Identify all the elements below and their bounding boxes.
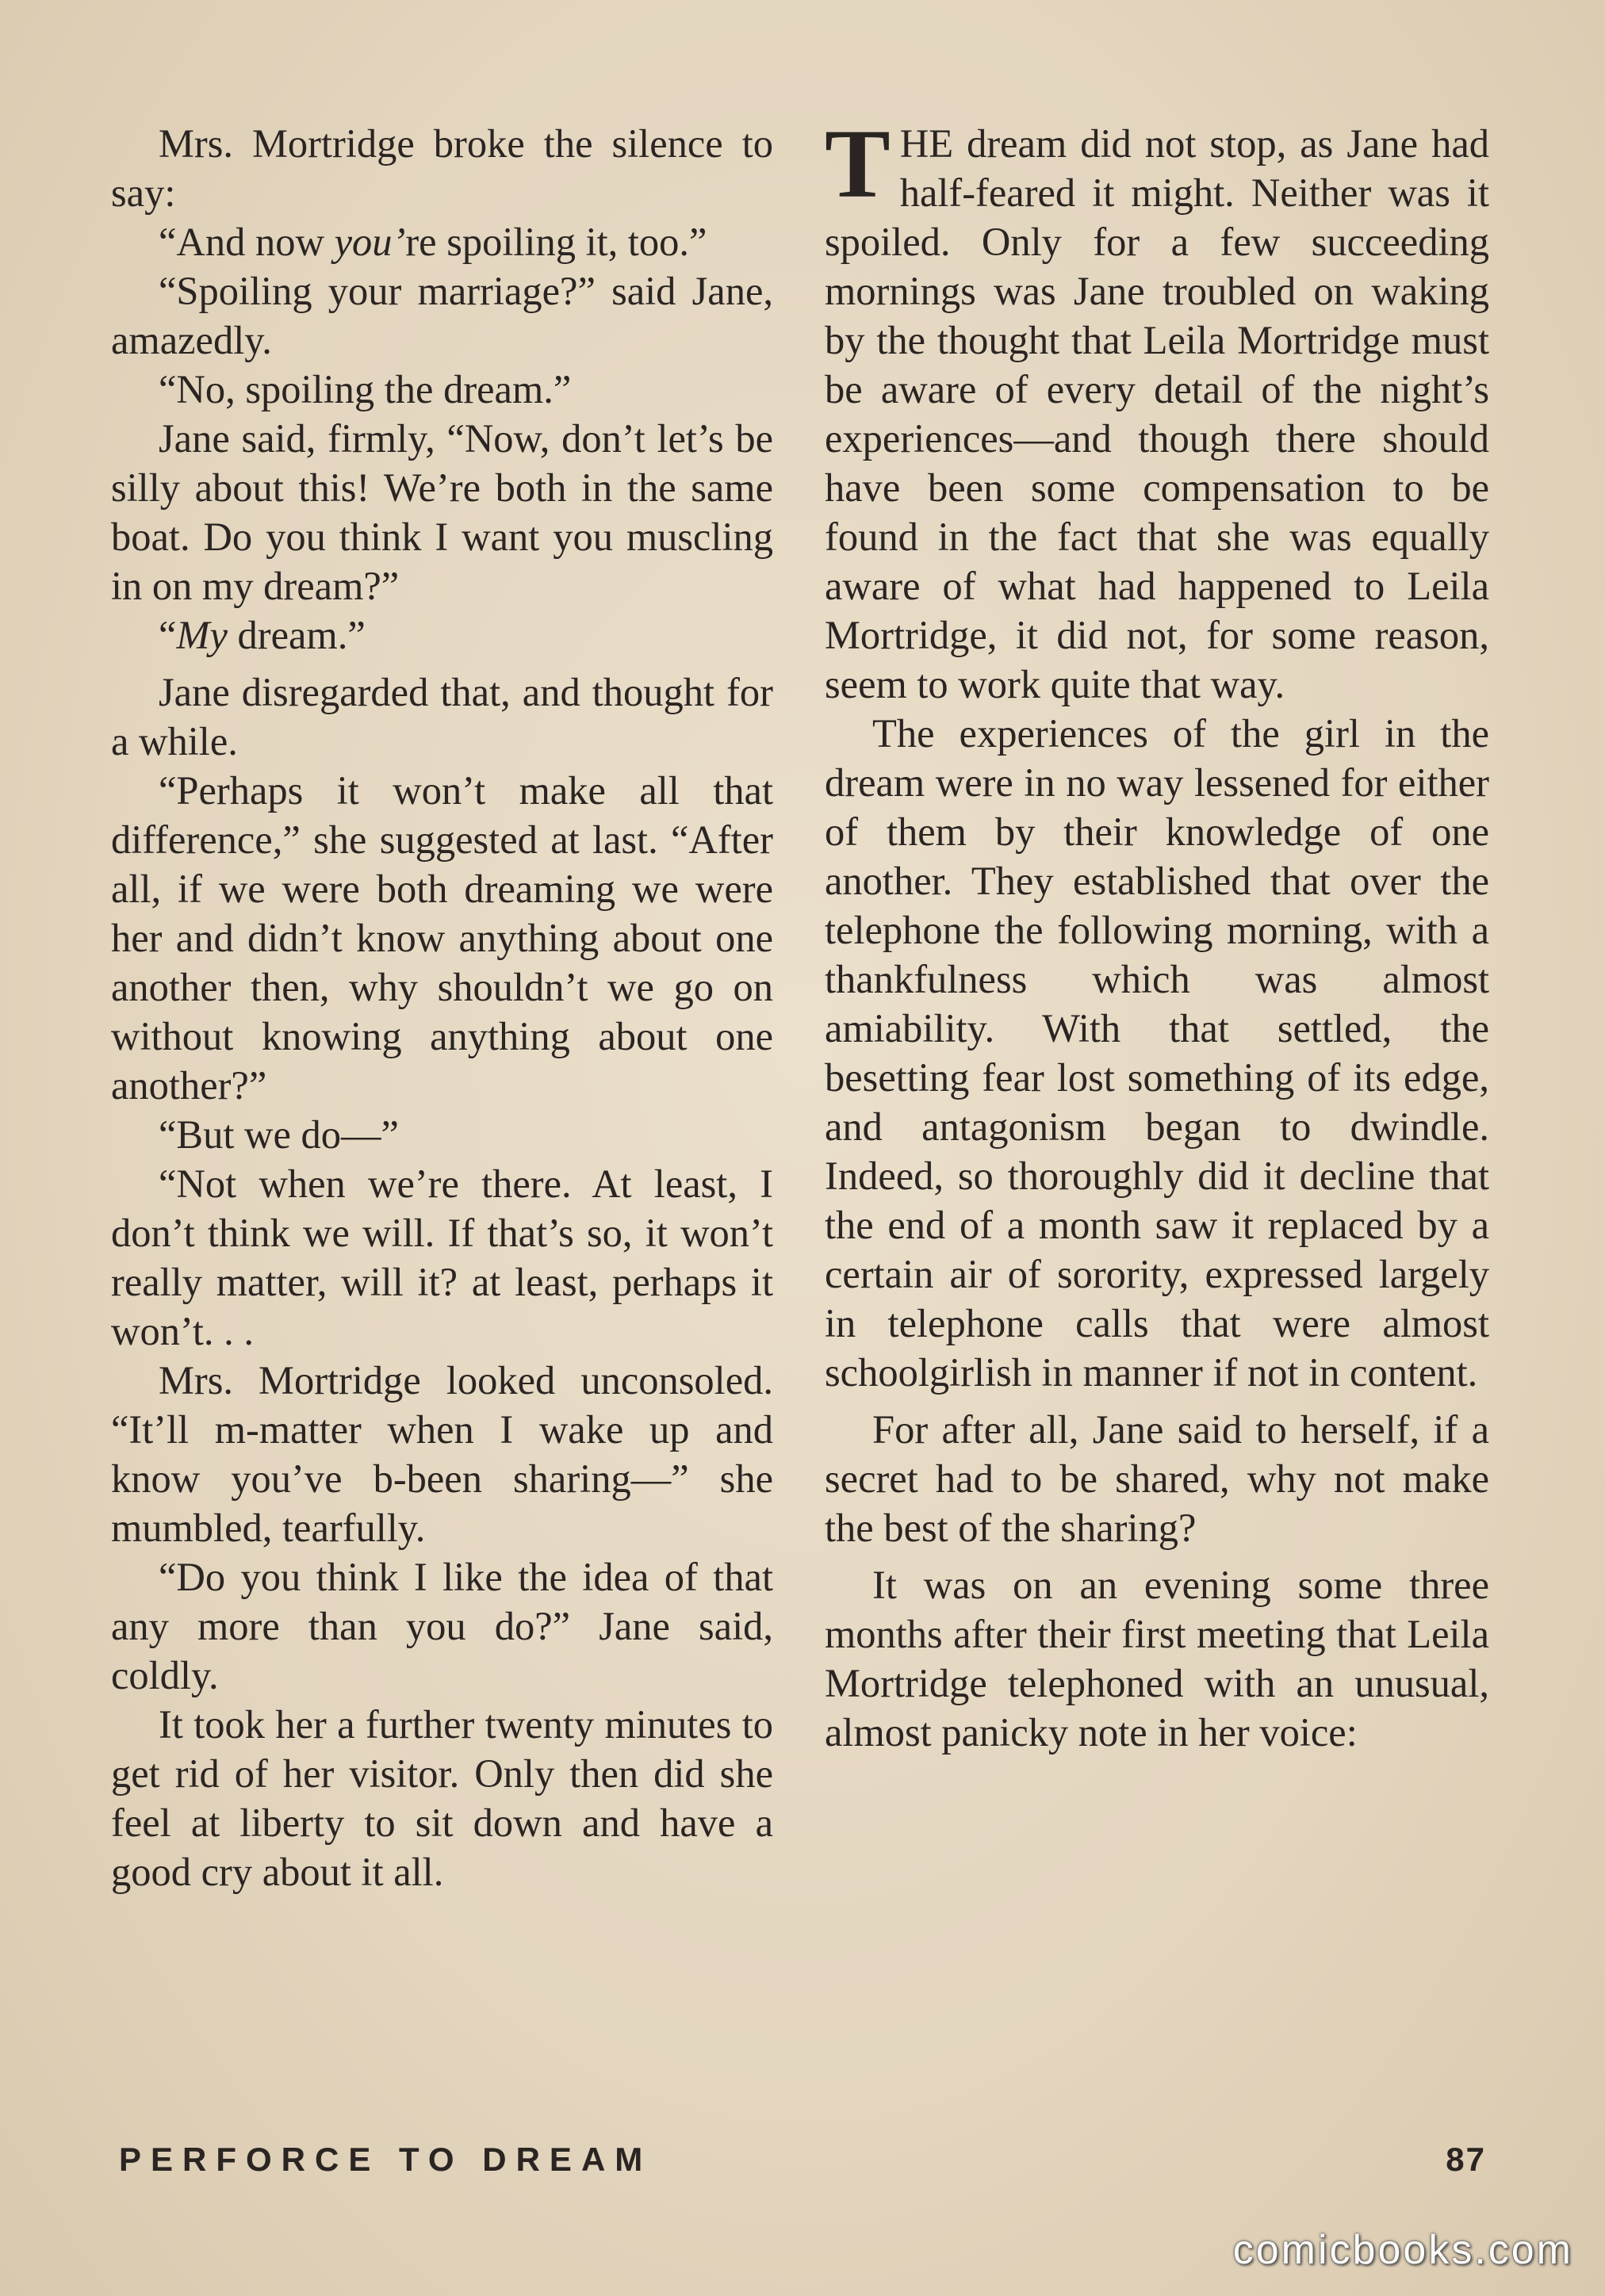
watermark: comicbooks.com <box>1232 2227 1573 2273</box>
page-number: 87 <box>1446 2141 1486 2178</box>
paragraph: “No, spoiling the dream.” <box>159 367 572 411</box>
paragraph: “Do you think I like the idea of that any more than you do?” Jane said, coldly. <box>111 1555 773 1697</box>
page-footer <box>119 2141 1486 2188</box>
paragraph: Mrs. Mortridge looked unconsoled. “It’ll m-matter when I wake up and know you’ve b-been sharing—” she mumbled, tearfully. <box>111 1358 773 1550</box>
paragraph: “Not when we’re there. At least, I don’t think we will. If that’s so, it won’t really matter, will it? at least, perhaps it won’t. . . <box>111 1161 773 1353</box>
paragraph: “Perhaps it won’t make all that difference,” she suggested at last. “After all, if we were both dreaming we were her and didn’t know anything about one another then, why shouldn’t we go on without knowing anything about one another?” <box>111 768 773 1108</box>
paragraph: The experiences of the girl in the dream were in no way lessened for either of them by their knowledge of one another. They established that over the telephone the following morning, with a thankfulness which was almost amiability. With that settled, the besetting fear lost something of its edge, and antagonism began to dwindle. Indeed, so thoroughly did it decline that the end of a month saw it replaced by a certain air of sorority, expressed largely in telephone calls that were almost schoolgirlish in manner if not in content. <box>825 711 1489 1395</box>
paragraph: “And now you’re spoiling it, too.” <box>159 220 707 264</box>
paragraph: “My dream.” <box>159 613 366 657</box>
paragraph: Jane disregarded that, and thought for a while. <box>111 670 773 763</box>
paragraph: Jane said, firmly, “Now, don’t let’s be silly about this! We’re both in the same boat. Do you think I want you muscling in on my dream?” <box>111 416 773 608</box>
paragraph: Mrs. Mortridge broke the silence to say: <box>111 121 773 215</box>
paragraph: “But we do—” <box>159 1112 399 1157</box>
paragraph: It was on an evening some three months after their first meeting that Leila Mortridge telephoned with an unusual, almost panicky note in her voice: <box>825 1563 1489 1755</box>
opening-paragraph <box>825 109 1489 709</box>
opening-paragraph-text: HE dream did not stop, as Jane had half-feared it might. Neither was it spoiled. Only for a few succeeding mornings was Jane troubled on waking by the thought that Leila Mortridge must be aware of every detail of the night’s experiences—and though there should have been some compensation to be found in the fact that she was equally aware of what had happened to Leila Mortridge, it did not, for some reason, seem to work quite that way. <box>825 121 1489 706</box>
right-column <box>825 109 1489 1757</box>
paragraph: It took her a further twenty minutes to get rid of her visitor. Only then did she feel at liberty to sit down and have a good cry about it all. <box>111 1702 773 1894</box>
running-title: PERFORCE TO DREAM <box>119 2141 653 2178</box>
left-column <box>111 119 773 1896</box>
paragraph: “Spoiling your marriage?” said Jane, amazedly. <box>111 269 773 362</box>
paragraph: For after all, Jane said to herself, if a secret had to be shared, why not make the best of the sharing? <box>825 1407 1489 1550</box>
drop-cap: T <box>825 109 891 218</box>
